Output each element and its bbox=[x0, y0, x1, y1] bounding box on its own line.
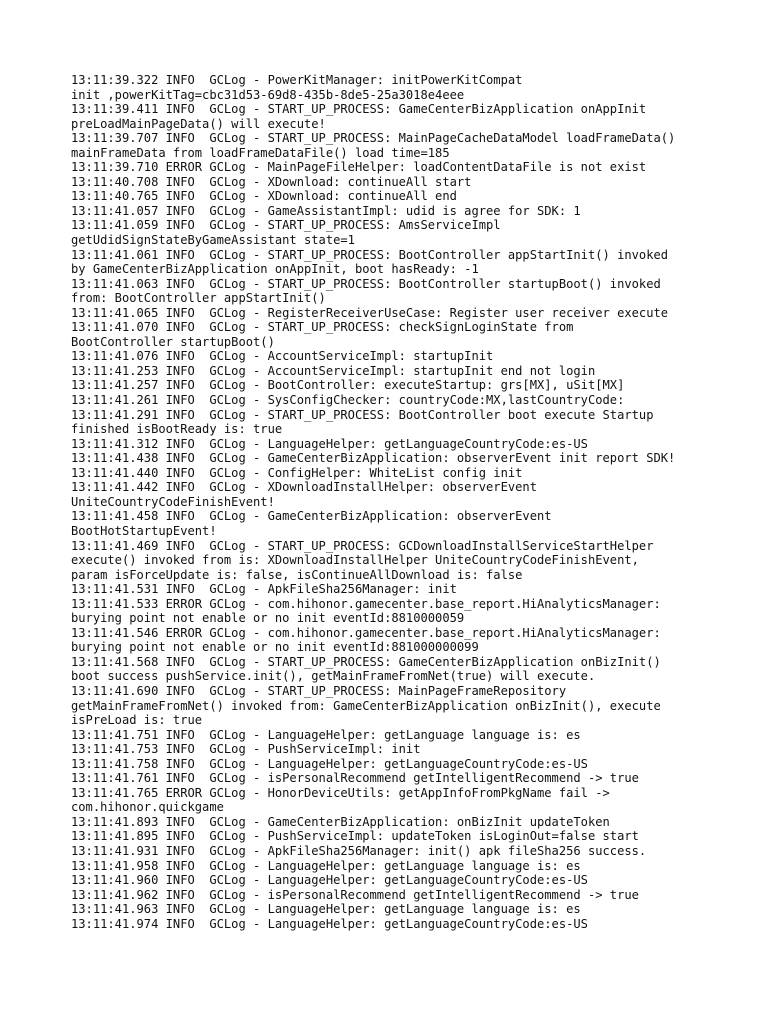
log-line: 13:11:41.440 INFO GCLog - ConfigHelper: WhiteList config init bbox=[71, 465, 523, 480]
log-line: 13:11:41.261 INFO GCLog - SysConfigChecker: countryCode:MX,lastCountryCode: bbox=[71, 393, 625, 408]
log-line: 13:11:41.257 INFO GCLog - BootController: executeStartup: grs[MX], uSit[MX] bbox=[71, 378, 625, 393]
log-line: BootController startupBoot() bbox=[71, 334, 275, 349]
log-line: 13:11:41.962 INFO GCLog - isPersonalRecommend getIntelligentRecommend -> true bbox=[71, 887, 639, 902]
log-line: param isForceUpdate is: false, isContinueAllDownload is: false bbox=[71, 567, 523, 582]
log-line: 13:11:41.690 INFO GCLog - START_UP_PROCESS: MainPageFrameRepository bbox=[71, 683, 567, 698]
log-line: 13:11:41.057 INFO GCLog - GameAssistantImpl: udid is agree for SDK: 1 bbox=[71, 203, 581, 218]
log-line: 13:11:40.708 INFO GCLog - XDownload: continueAll start bbox=[71, 174, 472, 189]
log-line: init ,powerKitTag=cbc31d53-69d8-435b-8de5-25a3018e4eee bbox=[71, 87, 465, 102]
log-line: 13:11:41.059 INFO GCLog - START_UP_PROCESS: AmsServiceImpl bbox=[71, 218, 501, 233]
log-line: 13:11:39.710 ERROR GCLog - MainPageFileHelper: loadContentDataFile is not exist bbox=[71, 160, 647, 175]
log-line: 13:11:41.765 ERROR GCLog - HonorDeviceUtils: getAppInfoFromPkgName fail -> bbox=[71, 785, 610, 800]
log-line: 13:11:41.076 INFO GCLog - AccountServiceImpl: startupInit bbox=[71, 349, 494, 364]
log-line: com.hihonor.quickgame bbox=[71, 800, 224, 815]
log-line: 13:11:41.758 INFO GCLog - LanguageHelper: getLanguageCountryCode:es-US bbox=[71, 756, 588, 771]
log-line: burying point not enable or no init eventId:8810000059 bbox=[71, 611, 465, 626]
log-line: 13:11:41.531 INFO GCLog - ApkFileSha256Manager: init bbox=[71, 582, 457, 597]
log-line: 13:11:41.061 INFO GCLog - START_UP_PROCESS: BootController appStartInit() invoked bbox=[71, 247, 669, 262]
log-line: finished isBootReady is: true bbox=[71, 422, 283, 437]
log-line: 13:11:41.070 INFO GCLog - START_UP_PROCESS: checkSignLoginState from bbox=[71, 320, 574, 335]
log-line: 13:11:41.958 INFO GCLog - LanguageHelper: getLanguage language is: es bbox=[71, 858, 581, 873]
log-line: BootHotStartupEvent! bbox=[71, 523, 217, 538]
log-line: 13:11:41.893 INFO GCLog - GameCenterBizApplication: onBizInit updateToken bbox=[71, 814, 610, 829]
log-line: 13:11:41.065 INFO GCLog - RegisterReceiverUseCase: Register user receiver execute bbox=[71, 305, 669, 320]
log-line: 13:11:39.707 INFO GCLog - START_UP_PROCESS: MainPageCacheDataModel loadFrameData() bbox=[71, 131, 676, 146]
log-line: 13:11:41.458 INFO GCLog - GameCenterBizApplication: observerEvent bbox=[71, 509, 552, 524]
log-line: mainFrameData from loadFrameDataFile() load time=185 bbox=[71, 145, 450, 160]
log-line: 13:11:41.761 INFO GCLog - isPersonalRecommend getIntelligentRecommend -> true bbox=[71, 771, 639, 786]
log-line: execute() invoked from is: XDownloadInstallHelper UniteCountryCodeFinishEvent, bbox=[71, 553, 639, 568]
log-line: 13:11:41.312 INFO GCLog - LanguageHelper: getLanguageCountryCode:es-US bbox=[71, 436, 588, 451]
log-line: UniteCountryCodeFinishEvent! bbox=[71, 494, 275, 509]
log-line: 13:11:41.974 INFO GCLog - LanguageHelper: getLanguageCountryCode:es-US bbox=[71, 916, 588, 931]
log-line: 13:11:41.568 INFO GCLog - START_UP_PROCESS: GameCenterBizApplication onBizInit() bbox=[71, 654, 661, 669]
log-line: by GameCenterBizApplication onAppInit, boot hasReady: -1 bbox=[71, 262, 479, 277]
log-line: preLoadMainPageData() will execute! bbox=[71, 116, 326, 131]
log-line: 13:11:39.411 INFO GCLog - START_UP_PROCESS: GameCenterBizApplication onAppInit bbox=[71, 102, 647, 117]
log-line: 13:11:41.751 INFO GCLog - LanguageHelper: getLanguage language is: es bbox=[71, 727, 581, 742]
log-line: 13:11:41.533 ERROR GCLog - com.hihonor.gamecenter.base_report.HiAnalyticsManager: bbox=[71, 596, 661, 611]
log-line: 13:11:41.963 INFO GCLog - LanguageHelper: getLanguage language is: es bbox=[71, 902, 581, 917]
log-line: 13:11:41.253 INFO GCLog - AccountServiceImpl: startupInit end not login bbox=[71, 363, 596, 378]
log-line: isPreLoad is: true bbox=[71, 713, 203, 728]
log-line: 13:11:41.960 INFO GCLog - LanguageHelper: getLanguageCountryCode:es-US bbox=[71, 873, 588, 888]
log-text-block bbox=[71, 73, 761, 931]
log-line: 13:11:39.322 INFO GCLog - PowerKitManager: initPowerKitCompat bbox=[71, 73, 523, 87]
log-line: 13:11:41.442 INFO GCLog - XDownloadInstallHelper: observerEvent bbox=[71, 480, 537, 495]
log-line: from: BootController appStartInit() bbox=[71, 291, 326, 306]
log-line: 13:11:41.931 INFO GCLog - ApkFileSha256Manager: init() apk fileSha256 success. bbox=[71, 843, 647, 858]
log-line: 13:11:40.765 INFO GCLog - XDownload: continueAll end bbox=[71, 189, 457, 204]
document-page bbox=[71, 73, 761, 931]
log-line: 13:11:41.438 INFO GCLog - GameCenterBizApplication: observerEvent init report SDK! bbox=[71, 451, 676, 466]
log-line: 13:11:41.063 INFO GCLog - START_UP_PROCESS: BootController startupBoot() invoked bbox=[71, 276, 661, 291]
log-line: 13:11:41.895 INFO GCLog - PushServiceImpl: updateToken isLoginOut=false start bbox=[71, 829, 639, 844]
log-line: 13:11:41.753 INFO GCLog - PushServiceImpl: init bbox=[71, 742, 421, 757]
log-line: 13:11:41.469 INFO GCLog - START_UP_PROCESS: GCDownloadInstallServiceStartHelper bbox=[71, 538, 654, 553]
log-line: 13:11:41.291 INFO GCLog - START_UP_PROCESS: BootController boot execute Startup bbox=[71, 407, 654, 422]
log-line: getMainFrameFromNet() invoked from: GameCenterBizApplication onBizInit(), execute bbox=[71, 698, 661, 713]
log-line: boot success pushService.init(), getMainFrameFromNet(true) will execute. bbox=[71, 669, 596, 684]
log-line: burying point not enable or no init eventId:881000000099 bbox=[71, 640, 479, 655]
log-line: 13:11:41.546 ERROR GCLog - com.hihonor.gamecenter.base_report.HiAnalyticsManager: bbox=[71, 625, 661, 640]
log-line: getUdidSignStateByGameAssistant state=1 bbox=[71, 233, 355, 248]
